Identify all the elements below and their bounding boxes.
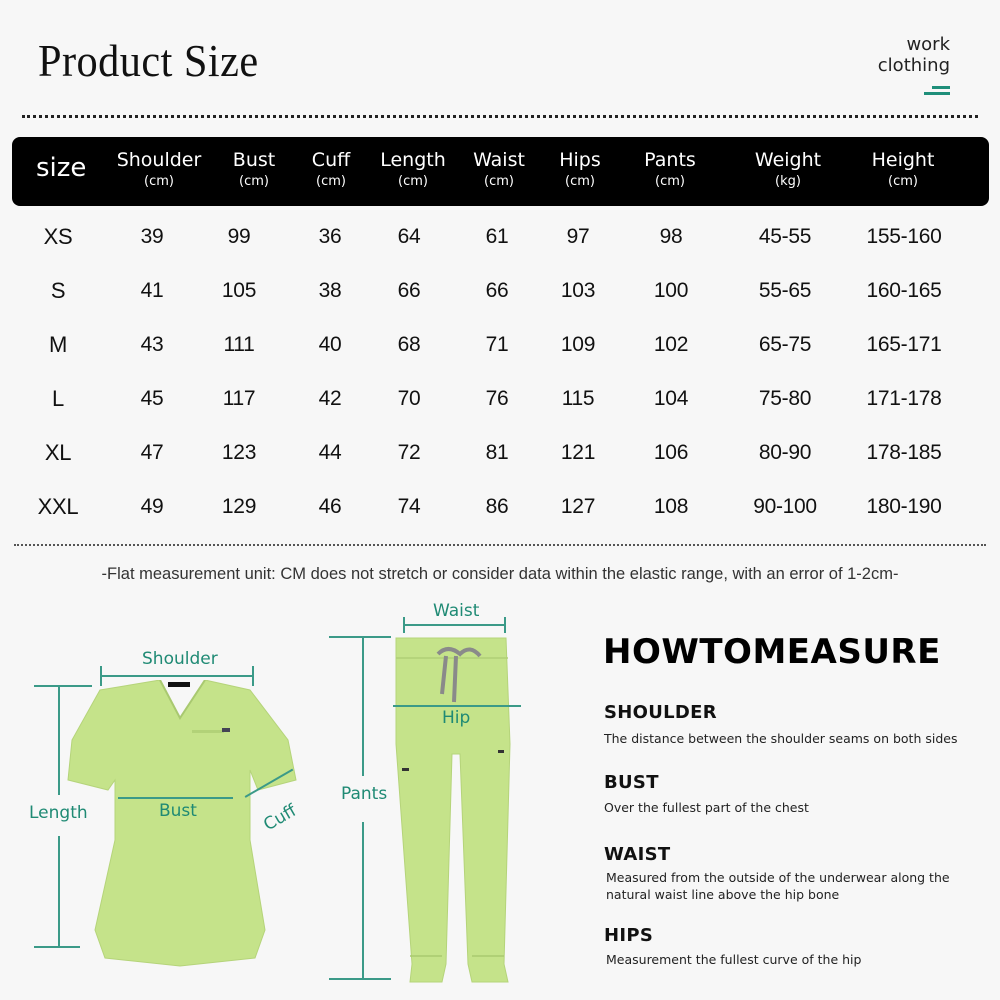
pants-tick-bottom	[329, 978, 391, 980]
cell-pants: 104	[653, 387, 689, 410]
cell-weight: 65-75	[758, 333, 812, 356]
waist-tick-left	[403, 617, 405, 633]
cell-height: 160-165	[866, 279, 942, 302]
how-to-measure-title: HOWTOMEASURE	[603, 632, 941, 672]
brand-line-2: clothing	[877, 55, 950, 76]
cell-weight: 55-65	[758, 279, 812, 302]
cell-hips: 115	[561, 387, 595, 410]
cell-size: L	[52, 386, 64, 411]
length-tick-bottom	[34, 946, 80, 948]
cell-shoulder: 47	[140, 441, 164, 464]
label-cuff: Cuff	[260, 800, 301, 836]
cell-shoulder: 39	[140, 225, 164, 248]
shoulder-tick-right	[252, 666, 254, 686]
cell-bust: 117	[222, 387, 256, 410]
measure-desc-hips: Measurement the fullest curve of the hip	[606, 952, 862, 967]
label-bust: Bust	[159, 801, 197, 821]
size-table-header	[12, 137, 989, 206]
label-shoulder: Shoulder	[142, 649, 218, 669]
measure-heading-bust: BUST	[604, 772, 659, 793]
length-tick-top	[34, 685, 92, 687]
header-weight: Weight (kg)	[754, 149, 822, 189]
cell-bust: 129	[221, 495, 257, 518]
measure-desc-shoulder: The distance between the shoulder seams on both sides	[604, 731, 958, 746]
cell-pants: 108	[653, 495, 689, 518]
cell-bust: 123	[221, 441, 257, 464]
waist-tick-right	[504, 617, 506, 633]
header-size: size	[36, 153, 87, 183]
label-length: Length	[29, 803, 88, 823]
measure-desc-waist: Measured from the outside of the underwear along the natural waist line above the hip bone	[606, 870, 950, 902]
pants-line-top	[362, 636, 364, 776]
measurement-note: -Flat measurement unit: CM does not stretch or consider data within the elastic range, with an error of 1-2cm-	[101, 565, 899, 583]
header-pants: Pants (cm)	[644, 149, 696, 189]
cell-shoulder: 41	[140, 279, 164, 302]
header-waist: Waist (cm)	[473, 149, 525, 189]
cell-waist: 86	[485, 495, 509, 518]
cell-waist: 61	[485, 225, 509, 248]
cell-size: XXL	[37, 494, 79, 519]
cell-cuff: 46	[318, 495, 342, 518]
cell-pants: 102	[653, 333, 689, 356]
cell-cuff: 40	[318, 333, 342, 356]
table-row	[0, 372, 1000, 426]
cell-weight: 75-80	[758, 387, 812, 410]
cell-height: 165-171	[866, 333, 942, 356]
bust-line	[118, 797, 233, 799]
cell-waist: 71	[485, 333, 509, 356]
shoulder-tick-left	[100, 666, 102, 686]
cell-shoulder: 43	[140, 333, 164, 356]
pants-tick-top	[329, 636, 391, 638]
cell-length: 66	[397, 279, 421, 302]
pants-image	[388, 634, 528, 984]
brand-logo	[878, 34, 950, 76]
cell-length: 68	[397, 333, 421, 356]
brand-line-1: work	[906, 34, 950, 55]
table-row	[0, 318, 1000, 372]
table-row	[0, 426, 1000, 480]
cell-size: S	[50, 278, 66, 303]
measure-heading-hips: HIPS	[604, 925, 654, 946]
length-line-top	[58, 685, 60, 795]
label-pants: Pants	[341, 784, 388, 804]
cell-shoulder: 49	[140, 495, 164, 518]
brand-mark-icon	[924, 86, 950, 96]
cell-height: 180-190	[866, 495, 942, 518]
cell-weight: 90-100	[753, 495, 817, 518]
header-bust: Bust (cm)	[232, 149, 276, 189]
header-cuff: Cuff (cm)	[311, 149, 351, 189]
header-length: Length (cm)	[380, 149, 446, 189]
cell-height: 178-185	[866, 441, 942, 464]
table-row	[0, 210, 1000, 264]
cell-waist: 66	[485, 279, 509, 302]
divider-middle	[14, 544, 986, 546]
cell-weight: 45-55	[758, 225, 812, 248]
cell-bust: 105	[221, 279, 257, 302]
cell-bust: 111	[223, 333, 255, 356]
cell-waist: 76	[485, 387, 509, 410]
length-line-bottom	[58, 836, 60, 946]
cell-cuff: 44	[318, 441, 342, 464]
cell-waist: 81	[485, 441, 509, 464]
cell-pants: 100	[653, 279, 689, 302]
cell-pants: 106	[653, 441, 689, 464]
table-row	[0, 480, 1000, 534]
waist-line	[403, 624, 505, 626]
page-title: Product Size	[38, 35, 259, 86]
measure-desc-bust: Over the fullest part of the chest	[604, 800, 809, 815]
measure-heading-waist: WAIST	[604, 844, 671, 865]
header-shoulder: Shoulder (cm)	[116, 149, 202, 189]
cell-hips: 103	[560, 279, 596, 302]
cell-length: 72	[397, 441, 421, 464]
cell-size: XL	[44, 440, 72, 465]
label-hip: Hip	[442, 708, 471, 728]
cell-cuff: 36	[318, 225, 342, 248]
divider-top	[22, 115, 978, 118]
cell-cuff: 42	[318, 387, 342, 410]
measure-heading-shoulder: SHOULDER	[604, 702, 717, 723]
hip-line	[393, 705, 521, 707]
cell-bust: 99	[227, 225, 251, 248]
cell-hips: 97	[566, 225, 590, 248]
cell-hips: 109	[560, 333, 596, 356]
cell-size: M	[48, 332, 68, 357]
cell-hips: 127	[560, 495, 596, 518]
table-row	[0, 264, 1000, 318]
cell-height: 155-160	[866, 225, 942, 248]
cell-length: 74	[397, 495, 421, 518]
header-height: Height (cm)	[871, 149, 935, 189]
label-waist: Waist	[433, 601, 480, 621]
cell-height: 171-178	[866, 387, 942, 410]
cell-size: XS	[43, 224, 73, 249]
cell-shoulder: 45	[140, 387, 164, 410]
shoulder-line	[100, 675, 252, 677]
cell-hips: 121	[560, 441, 596, 464]
cell-pants: 98	[659, 225, 683, 248]
cell-weight: 80-90	[758, 441, 812, 464]
pants-line-bottom	[362, 822, 364, 978]
cell-length: 70	[397, 387, 421, 410]
header-hips: Hips (cm)	[559, 149, 601, 189]
cell-cuff: 38	[318, 279, 342, 302]
cell-length: 64	[397, 225, 421, 248]
